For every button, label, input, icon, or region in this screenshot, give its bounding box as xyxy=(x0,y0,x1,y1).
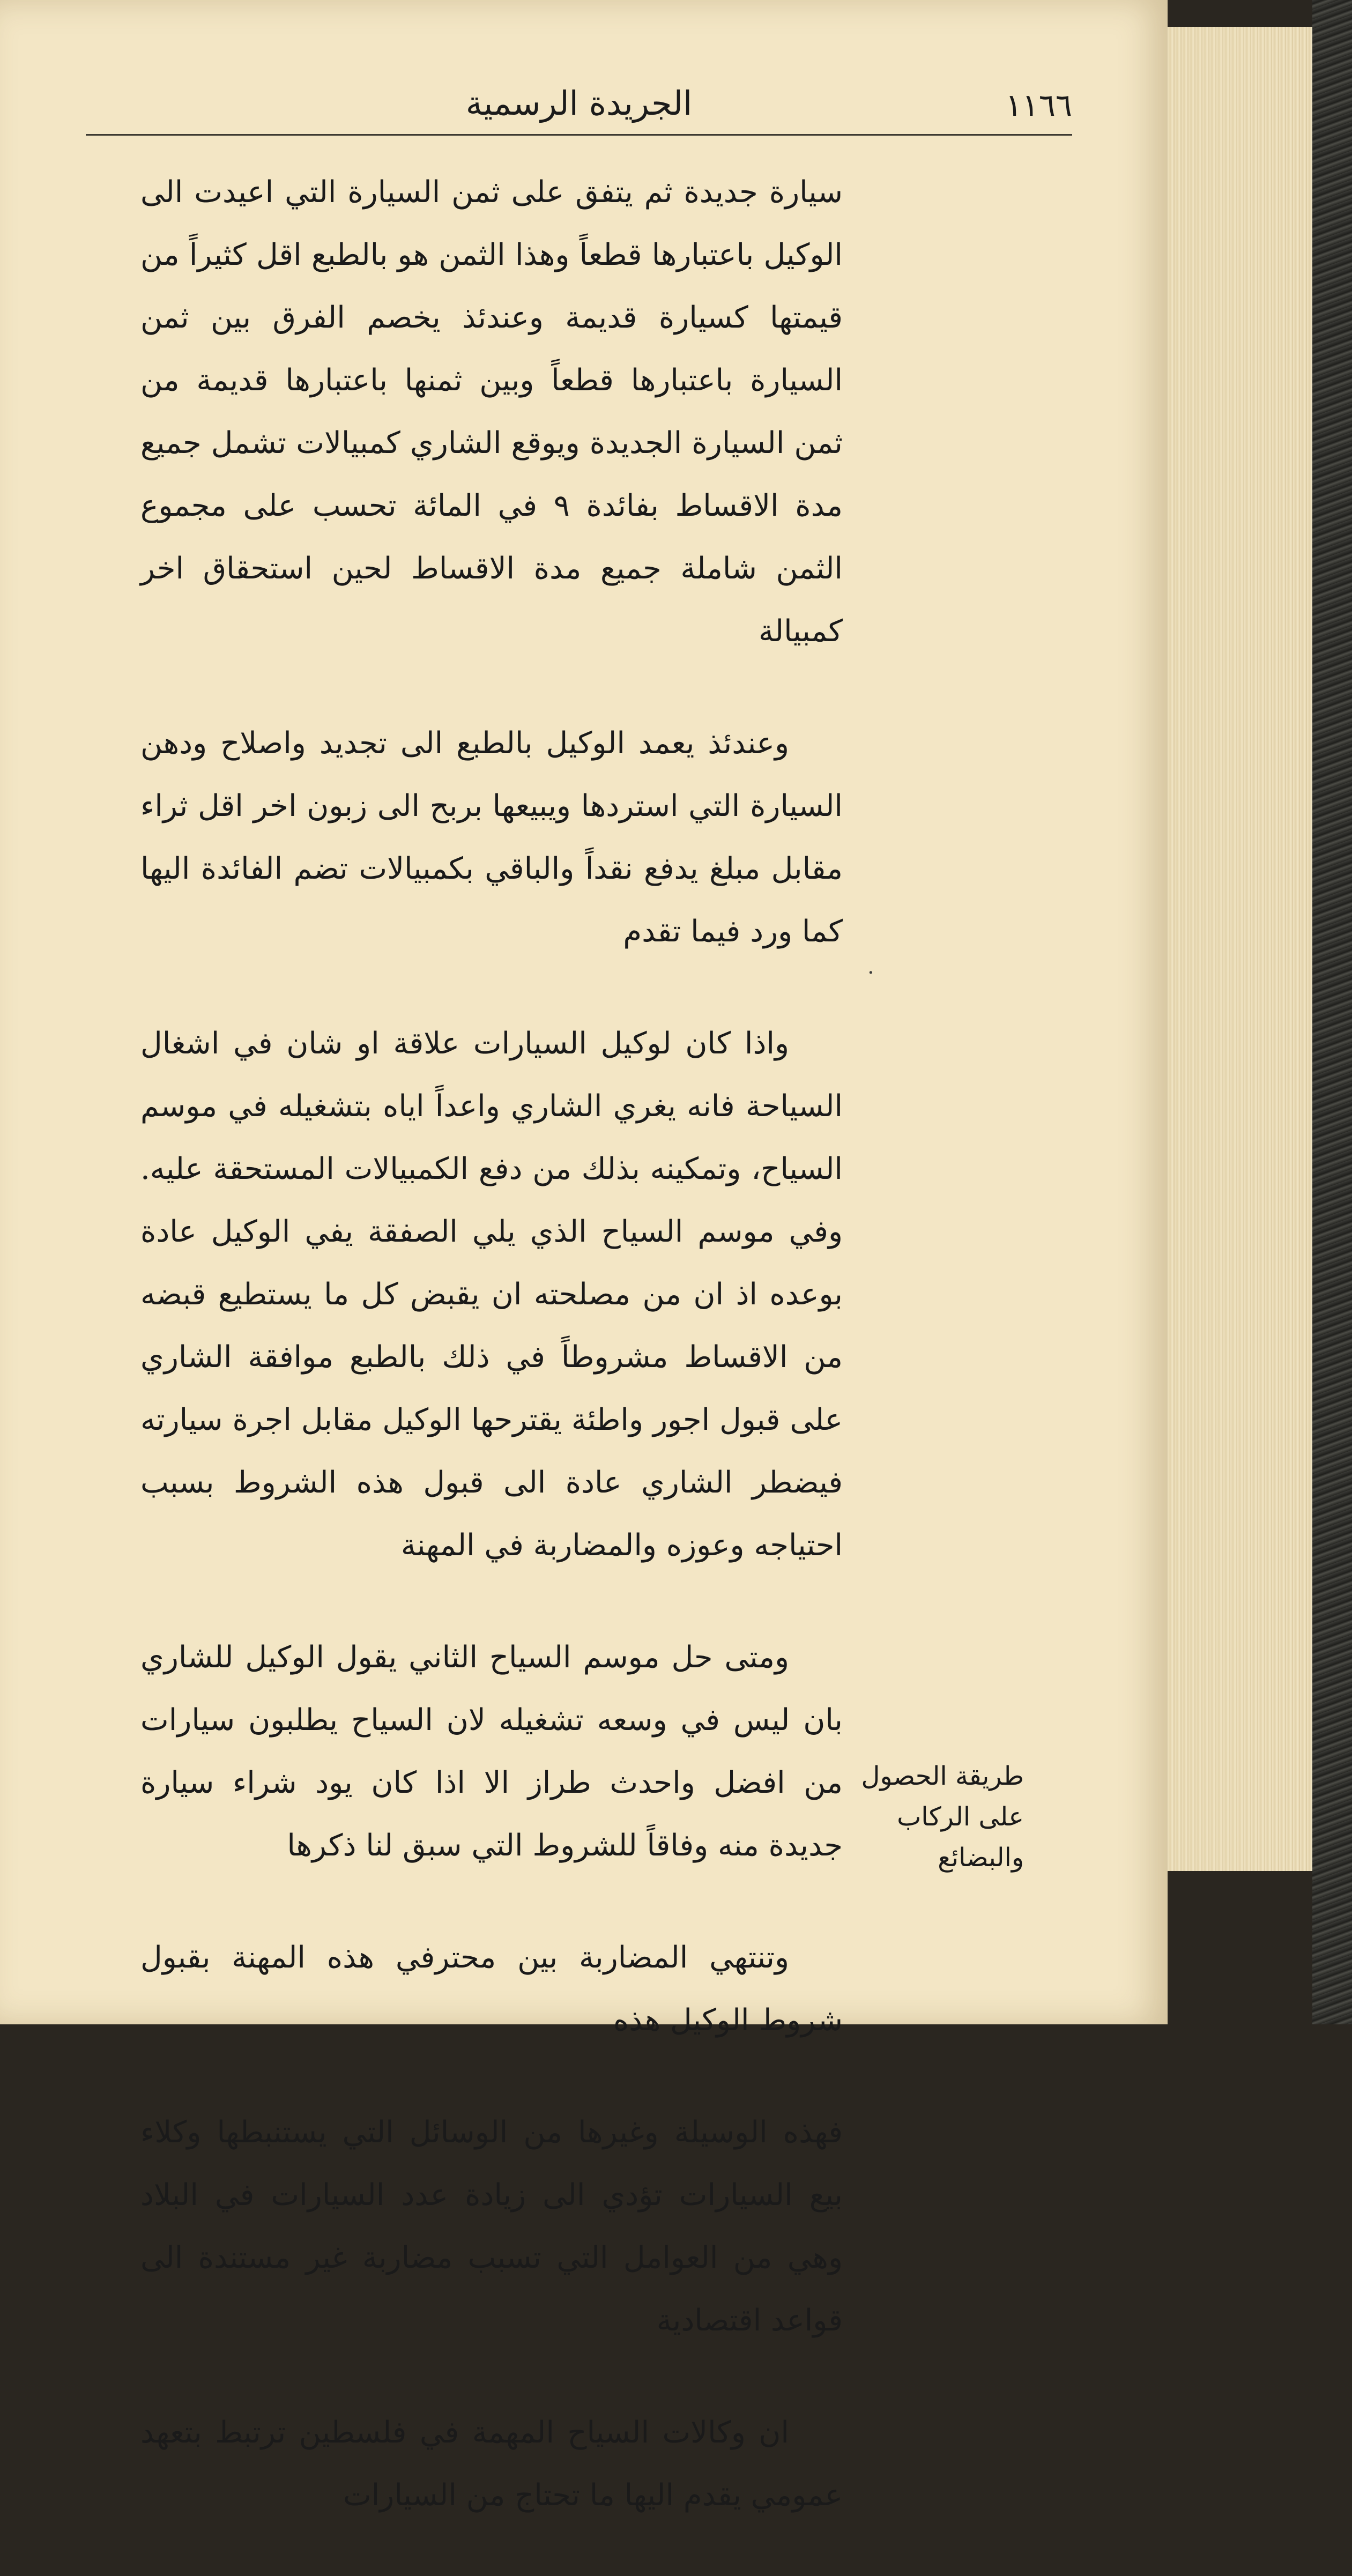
paragraph: ان وكالات السياح المهمة في فلسطين ترتبط بتعهد عمومي يقدم اليها ما تحتاج من السيارات xyxy=(140,2415,843,2513)
body-text xyxy=(140,161,843,2576)
book-cover-edge xyxy=(1312,0,1352,2024)
paragraph: فهذه الوسيلة وغيرها من الوسائل التي يستنبطها وكلاء بيع السيارات تؤدي الى زيادة عدد السيارات في البلاد وهي من العوامل التي تسبب مضاربة غير مستندة الى قواعد اقتصادية xyxy=(140,2115,843,2338)
running-title: الجريدة الرسمية xyxy=(465,84,693,123)
paragraph: وعندئذ يعمد الوكيل بالطبع الى تجديد واصلاح ودهن السيارة التي استردها ويبيعها بربح الى زبون اخر اقل ثراء مقابل مبلغ يدفع نقداً والباقي بكمبيالات تضم الفائدة اليها كما ورد فيما تقدم xyxy=(140,726,843,949)
page-header xyxy=(86,79,1072,128)
paragraph: سيارة جديدة ثم يتفق على ثمن السيارة التي اعيدت الى الوكيل باعتبارها قطعاً وهذا الثمن هو بالطبع اقل كثيراً من قيمتها كسيارة قديمة وعندئذ يخصم الفرق بين ثمن السيارة باعتبارها قطعاً وبين ثمنها باعتبارها قديمة من ثمن السيارة الجديدة ويوقع الشاري كمبيالات تشمل جميع مدة الاقساط بفائدة ٩ في المائة تحسب على مجموع الثمن شاملة جميع مدة الاقساط لحين استحقاق اخر كمبيالة xyxy=(140,175,843,649)
header-rule xyxy=(86,134,1072,136)
margin-note: طريقة الحصول على الركاب والبضائع xyxy=(861,1761,1024,1873)
margin-mark: . xyxy=(867,954,874,979)
book-page-edges xyxy=(1168,27,1314,1871)
paragraph: ومتى حل موسم السياح الثاني يقول الوكيل للشاري بان ليس في وسعه تشغيله لان السياح يطلبون سيارات من افضل واحدث طراز الا اذا كان يود شراء سيارة جديدة منه وفاقاً للشروط التي سبق لنا ذكرها xyxy=(140,1640,843,1863)
page-number: ١١٦٦ xyxy=(1005,87,1072,123)
paragraph: واذا كان لوكيل السيارات علاقة او شان في اشغال السياحة فانه يغري الشاري واعداً اياه بتشغيله في موسم السياح، وتمكينه بذلك من دفع الكمبيالات المستحقة عليه. وفي موسم السياح الذي يلي الصفقة يفي الوكيل عادة بوعده اذ ان من مصلحته ان يقبض كل ما يستطيع قبضه من الاقساط مشروطاً في ذلك بالطبع موافقة الشاري على قبول اجور واطئة يقترحها الوكيل مقابل اجرة سيارته فيضطر الشاري عادة الى قبول هذه الشروط بسبب احتياجه وعوزه والمضاربة في المهنة xyxy=(140,1026,843,1563)
paragraph: وتنتهي المضاربة بين محترفي هذه المهنة بقبول شروط الوكيل هذه xyxy=(140,1940,843,2038)
